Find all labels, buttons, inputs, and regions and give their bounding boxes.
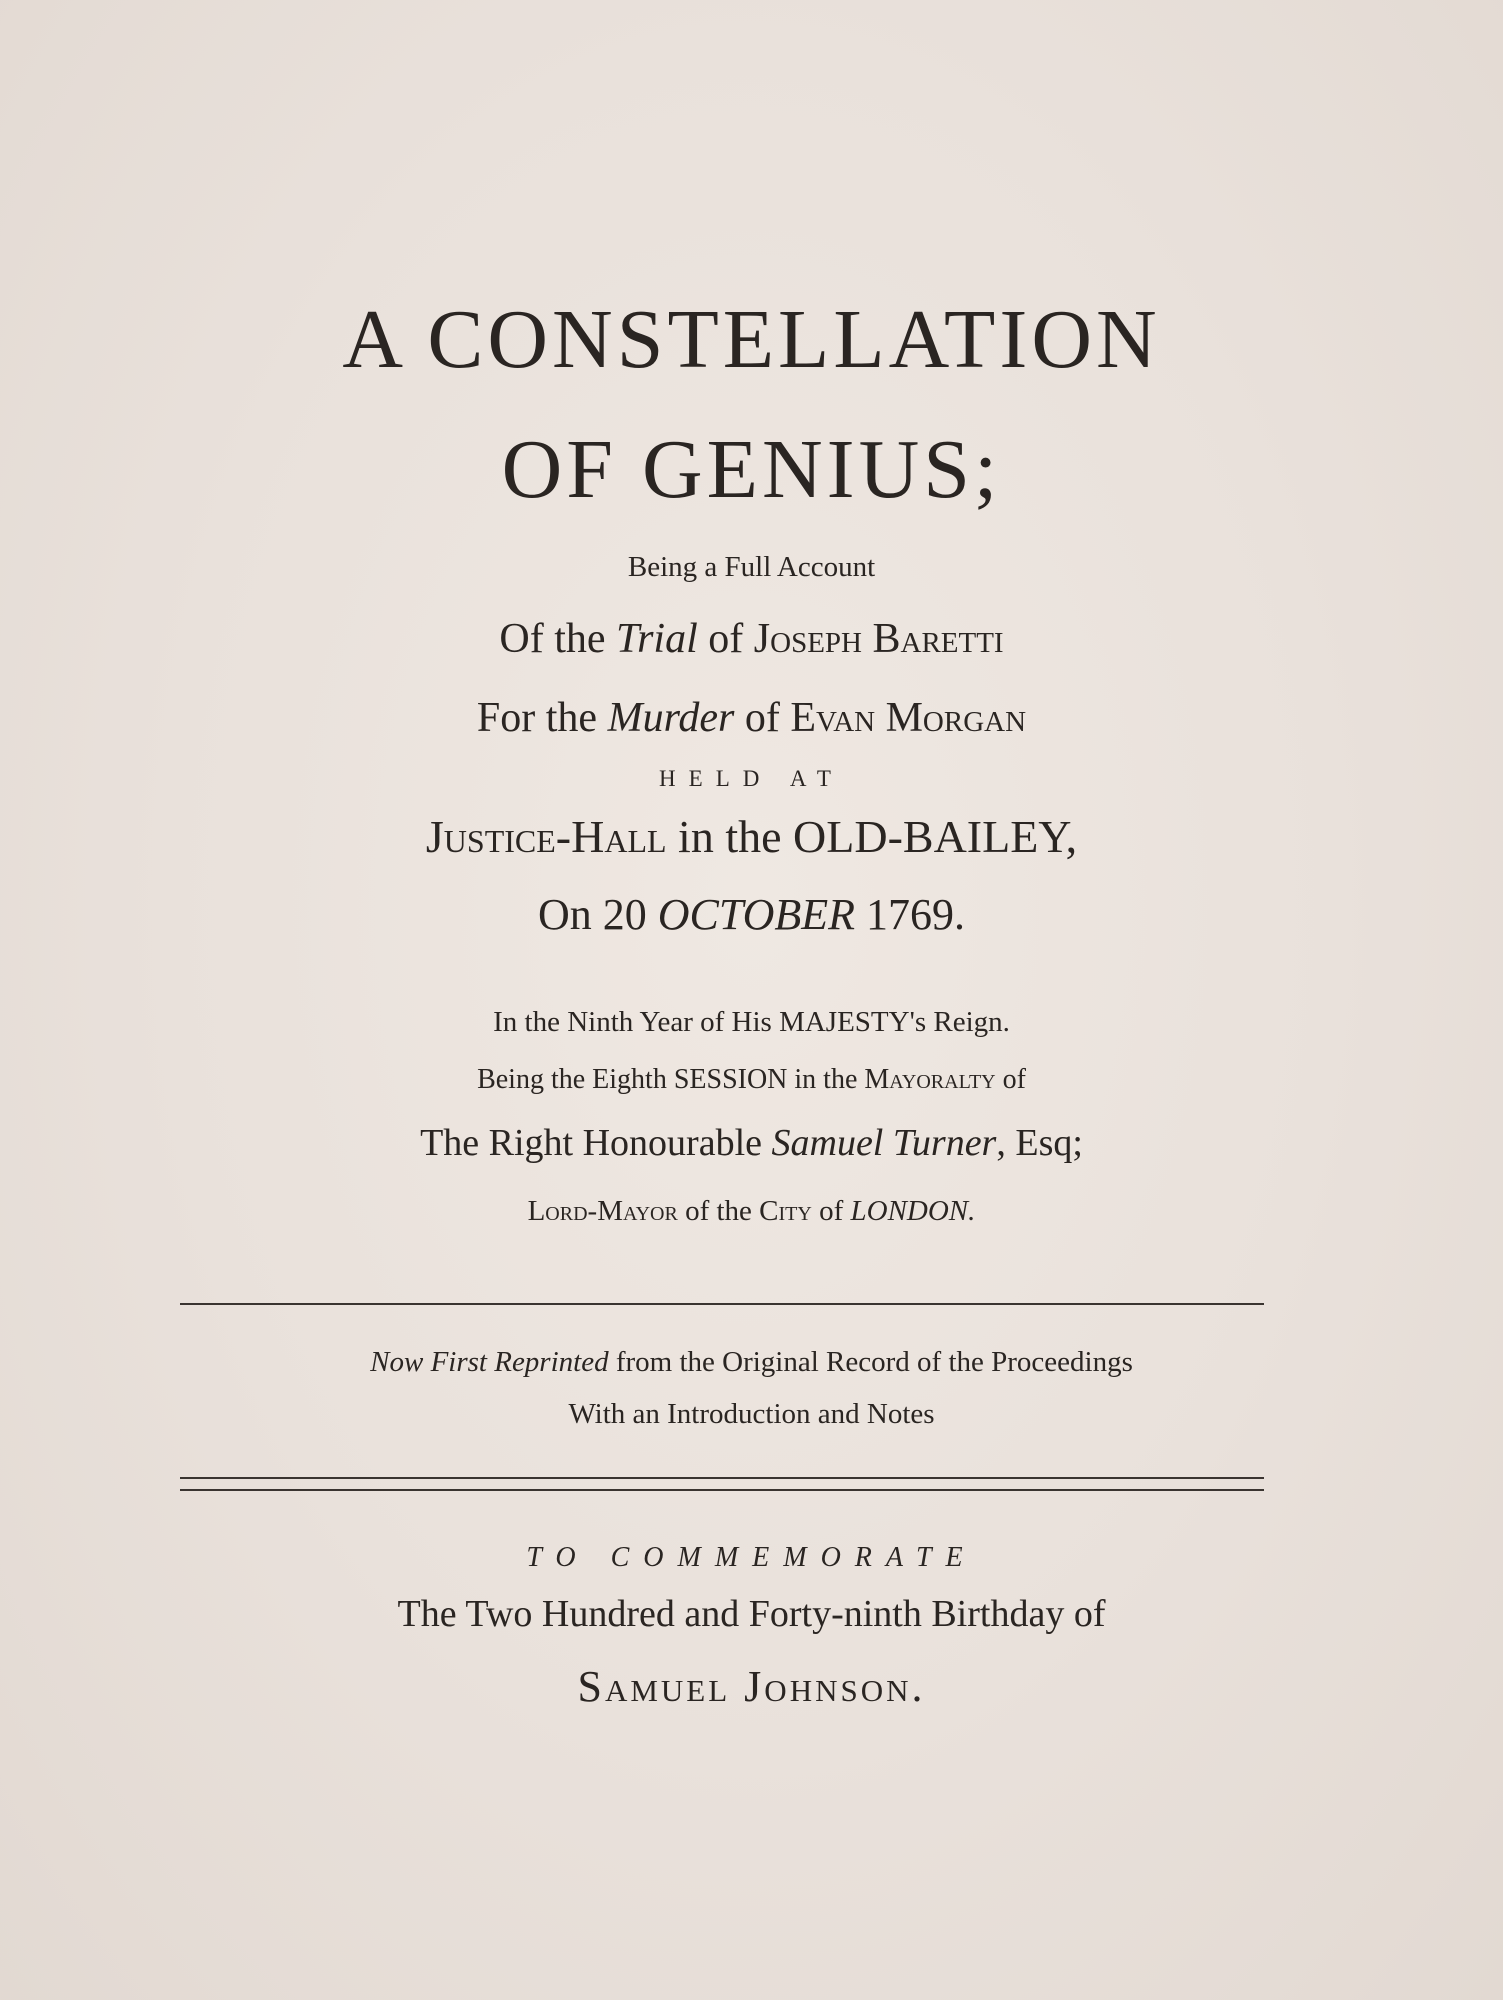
double-rule-bottom bbox=[180, 1489, 1264, 1491]
reprint-line bbox=[0, 1348, 1503, 1377]
date-month: OCTOBER bbox=[657, 890, 855, 939]
trial-prefix: Of the bbox=[499, 616, 617, 662]
intro-notes-line: With an Introduction and Notes bbox=[568, 1398, 935, 1430]
old-bailey: OLD-BAILEY, bbox=[793, 811, 1078, 862]
title-line-2: OF GENIUS; bbox=[501, 423, 1002, 516]
trial-of: of bbox=[697, 616, 754, 662]
lord-mayor: Lord-Mayor bbox=[527, 1195, 678, 1227]
trial-word: Trial bbox=[616, 616, 698, 662]
held-at: HELD AT bbox=[659, 766, 844, 791]
mayor-prefix: The Right Honourable bbox=[420, 1122, 772, 1164]
date-on: On 20 bbox=[538, 890, 658, 939]
venue-in-the: in the bbox=[666, 811, 794, 862]
trial-date-line bbox=[0, 890, 1503, 939]
mayor-name: Samuel Turner bbox=[771, 1122, 997, 1164]
victim-name: Evan Morgan bbox=[790, 695, 1027, 741]
lord-mayor-line bbox=[0, 1197, 1503, 1226]
from-record: from the Original Record of the Proceedings bbox=[608, 1346, 1133, 1378]
date-year: 1769. bbox=[855, 890, 965, 939]
subtitle-murder-line bbox=[0, 697, 1503, 739]
london: LONDON. bbox=[850, 1195, 976, 1227]
reign-year-line: In the Ninth Year of His MAJESTY's Reign. bbox=[493, 1006, 1010, 1038]
lord-of-the: of the bbox=[677, 1195, 760, 1227]
mayor-line bbox=[0, 1124, 1503, 1162]
defendant-name: Joseph Baretti bbox=[753, 616, 1004, 662]
mayor-suffix: , Esq; bbox=[996, 1122, 1083, 1164]
murder-word: Murder bbox=[607, 695, 735, 741]
title-line-1: A CONSTELLATION bbox=[342, 293, 1161, 386]
commemorate-heading: TO COMMEMORATE bbox=[526, 1542, 977, 1573]
justice-hall: Justice-Hall bbox=[425, 811, 667, 862]
subtitle-trial-line bbox=[0, 618, 1503, 660]
session-prefix: Being the Eighth SESSION in the bbox=[477, 1064, 865, 1095]
murder-of: of bbox=[734, 695, 791, 741]
session-suffix: of bbox=[995, 1064, 1026, 1095]
double-rule-top bbox=[180, 1477, 1264, 1479]
samuel-johnson: Samuel Johnson. bbox=[577, 1662, 926, 1711]
lord-of: of bbox=[811, 1195, 851, 1227]
murder-prefix: For the bbox=[476, 695, 608, 741]
divider-rule bbox=[180, 1303, 1264, 1305]
mayoralty: Mayoralty bbox=[864, 1064, 996, 1095]
now-first-reprinted: Now First Reprinted bbox=[370, 1346, 609, 1378]
venue-line bbox=[0, 811, 1503, 862]
city: City bbox=[759, 1195, 812, 1227]
birthday-line: The Two Hundred and Forty-ninth Birthday of bbox=[397, 1593, 1106, 1635]
subtitle-being: Being a Full Account bbox=[627, 551, 876, 583]
session-line bbox=[0, 1066, 1503, 1094]
